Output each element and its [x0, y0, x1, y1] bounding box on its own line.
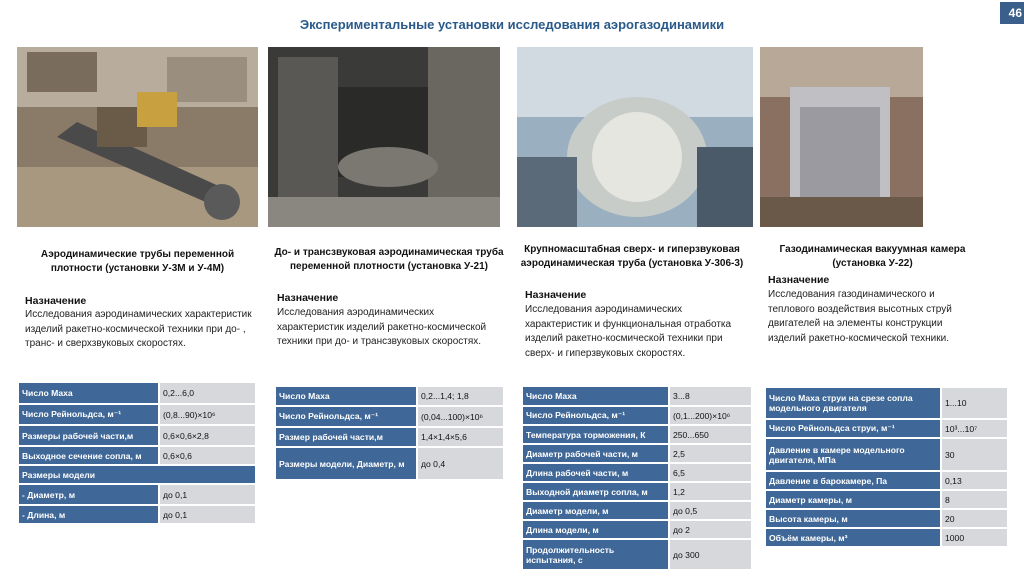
purpose-text-column-4: Исследования газодинамического и теплового воздействия высотных струй двигателей на элементы конструкции изделий ракетно-космической техники. — [768, 289, 952, 344]
spec-key: Длина рабочей части, м — [523, 463, 669, 482]
spec-value: 1...10 — [941, 388, 1008, 419]
purpose-text-column-1: Исследования аэродинамических характеристик изделий ракетно-космической техники при до- , транс- и сверхзвуковых скоростях. — [25, 309, 252, 349]
spec-value: 0,6×0,6×2,8 — [159, 425, 256, 446]
spec-key: Диаметр рабочей части, м — [523, 444, 669, 463]
spec-table-column-3 — [523, 387, 753, 571]
spec-value: 1,2 — [669, 482, 752, 501]
purpose-text-column-2: Исследования аэродинамических характеристик изделий ракетно-космической техники при до- и трансзвуковых скоростях. — [277, 307, 487, 347]
spec-key: Температура торможения, К — [523, 425, 669, 444]
caption-column-4: Газодинамическая вакуумная камера (установка У-22) — [779, 244, 966, 269]
spec-value: 2,5 — [669, 444, 752, 463]
spec-key: Число Рейнольдса, м⁻¹ — [19, 404, 159, 425]
spec-table-column-1 — [19, 383, 257, 525]
purpose-label-column-3: Назначение — [525, 289, 587, 301]
photo-wind-tunnel-u3m — [17, 47, 258, 227]
spec-value: до 2 — [669, 520, 752, 539]
spec-value: 20 — [941, 509, 1008, 528]
spec-value: 0,6×0,6 — [159, 446, 256, 465]
spec-section-header: Размеры модели — [19, 465, 256, 484]
spec-value: 3...8 — [669, 387, 752, 406]
photo-wind-tunnel-u21 — [268, 47, 500, 227]
purpose-label-column-4: Назначение — [768, 274, 830, 286]
spec-key: Размер рабочей части,м — [276, 427, 417, 447]
spec-key: Число Маха — [19, 383, 159, 404]
spec-value: 0,13 — [941, 471, 1008, 490]
spec-value: 8 — [941, 490, 1008, 509]
spec-key: Высота камеры, м — [766, 509, 941, 528]
photo-hypersonic-tunnel-u306 — [517, 47, 753, 227]
spec-key: Давление в барокамере, Па — [766, 471, 941, 490]
spec-key: Число Маха струи на срезе сопла модельного двигателя — [766, 388, 941, 419]
spec-value: 1,4×1,4×5,6 — [417, 427, 504, 447]
caption-column-1: Аэродинамические трубы переменной плотности (установки У-3М и У-4М) — [40, 249, 235, 274]
spec-value: (0,1...200)×10⁶ — [669, 406, 752, 425]
spec-key: Диаметр камеры, м — [766, 490, 941, 509]
spec-value: 30 — [941, 438, 1008, 471]
slide-title: Экспериментальные установки исследования аэрогазодинамики — [299, 17, 725, 32]
spec-key: Число Рейнольдса струи, м⁻¹ — [766, 419, 941, 438]
spec-key: Выходной диаметр сопла, м — [523, 482, 669, 501]
spec-value: 1000 — [941, 528, 1008, 547]
spec-value: 0,2...6,0 — [159, 383, 256, 404]
photo-vacuum-chamber-u22 — [760, 47, 923, 227]
spec-key: Размеры модели, Диаметр, м — [276, 447, 417, 480]
spec-value: 250...650 — [669, 425, 752, 444]
spec-value: до 300 — [669, 539, 752, 570]
spec-key: - Длина, м — [19, 505, 159, 524]
spec-value: (0,8...90)×10⁶ — [159, 404, 256, 425]
spec-key: - Диаметр, м — [19, 484, 159, 505]
spec-value: (0,04...100)×10⁶ — [417, 406, 504, 427]
spec-key: Давление в камере модельного двигателя, МПа — [766, 438, 941, 471]
spec-value: до 0,4 — [417, 447, 504, 480]
purpose-text-column-3: Исследования аэродинамических характеристик и функциональная отработка изделий ракетно-космической техники при сверх- и гиперзвуковых скоростях. — [525, 304, 732, 359]
spec-key: Число Рейнольдса, м⁻¹ — [276, 406, 417, 427]
spec-value: 10³...10⁷ — [941, 419, 1008, 438]
spec-table-column-2 — [276, 387, 505, 481]
spec-key: Число Рейнольдса, м⁻¹ — [523, 406, 669, 425]
spec-value: до 0,5 — [669, 501, 752, 520]
spec-key: Продолжительность испытания, с — [523, 539, 669, 570]
spec-value: до 0,1 — [159, 505, 256, 524]
purpose-label-column-2: Назначение — [277, 292, 339, 304]
spec-key: Объём камеры, м³ — [766, 528, 941, 547]
spec-table-column-4 — [766, 388, 1009, 548]
spec-value: до 0,1 — [159, 484, 256, 505]
spec-key: Диаметр модели, м — [523, 501, 669, 520]
spec-key: Длина модели, м — [523, 520, 669, 539]
spec-key: Размеры рабочей части,м — [19, 425, 159, 446]
purpose-label-column-1: Назначение — [25, 295, 87, 307]
page-number: 46 — [1000, 2, 1024, 24]
caption-column-2: До- и трансзвуковая аэродинамическая труба переменной плотности (установка У-21) — [274, 247, 504, 272]
spec-key: Число Маха — [276, 387, 417, 406]
spec-value: 0,2...1,4; 1,8 — [417, 387, 504, 406]
spec-value: 6,5 — [669, 463, 752, 482]
spec-key: Число Маха — [523, 387, 669, 406]
spec-key: Выходное сечение сопла, м — [19, 446, 159, 465]
caption-column-3: Крупномасштабная сверх- и гиперзвуковая аэродинамическая труба (установка У-306-3) — [520, 244, 744, 269]
